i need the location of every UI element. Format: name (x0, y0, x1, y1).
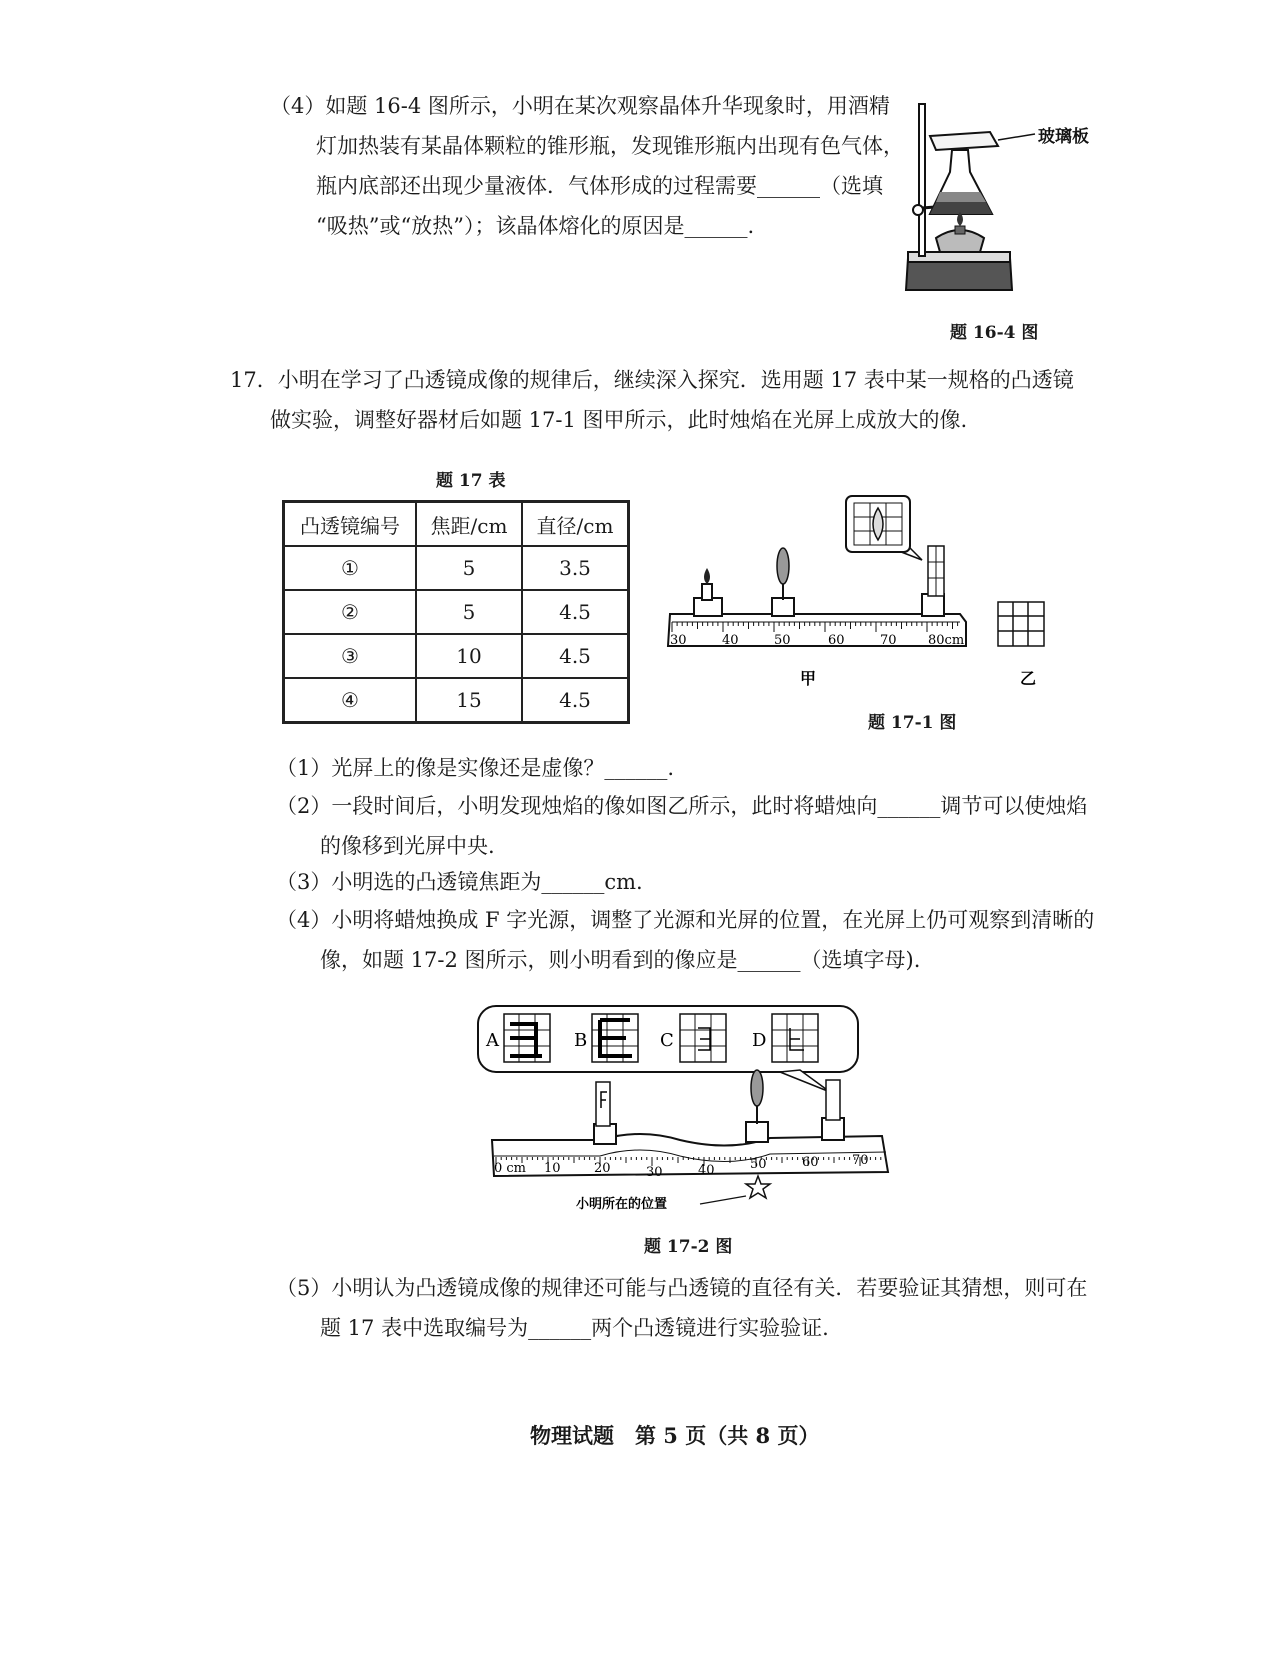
label-jia: 甲 (800, 669, 817, 688)
figure-17-1-optical-bench (660, 490, 1080, 690)
q16-4-line-2: 灯加热装有某晶体颗粒的锥形瓶，发现锥形瓶内出现有色气体， (316, 134, 904, 158)
table-cell: 15 (416, 678, 522, 723)
optical-bench (668, 614, 966, 646)
q16-4-line-4: “吸热”或“放热”）；该晶体熔化的原因是______. (316, 214, 755, 238)
figure-17-1-caption: 题 17-1 图 (868, 713, 957, 733)
table-17-caption: 题 17 表 (436, 471, 506, 491)
option-letter: B (574, 1030, 588, 1051)
q17-sub-5-line-1: （5）小明认为凸透镜成像的规律还可能与凸透镜的直径有关．若要验证其猜想，则可在 (276, 1276, 1088, 1300)
q17-sub-2-line-2: 的像移到光屏中央. (320, 834, 495, 858)
q16-4-line-1: （4）如题 16-4 图所示，小明在某次观察晶体升华现象时，用酒精 (270, 94, 890, 118)
table-row (284, 634, 629, 678)
table-cell: 4.5 (522, 634, 629, 678)
q17-sub-5-line-2: 题 17 表中选取编号为______两个凸透镜进行实验验证. (320, 1316, 829, 1340)
table-row (284, 546, 629, 590)
tick-label: 20 (594, 1161, 611, 1176)
position-label: 小明所在的位置 (576, 1197, 668, 1210)
table-header-row (284, 502, 629, 547)
q17-sub-4-line-2: 像，如题 17-2 图所示，则小明看到的像应是______（选填字母). (320, 948, 921, 972)
tick-label: 0 cm (494, 1161, 527, 1176)
tick-label: 40 (722, 633, 739, 648)
table-header-cell: 凸透镜编号 (284, 502, 417, 547)
glass-plate-label: 玻璃板 (1038, 127, 1089, 147)
stand-rod (919, 104, 925, 256)
table-header-cell: 焦距/cm (416, 502, 522, 547)
table-cell: 10 (416, 634, 522, 678)
q17-sub-2 (276, 786, 1116, 866)
tick-label: 30 (646, 1165, 663, 1180)
table-cell: ② (284, 590, 417, 634)
q17-sub-4-line-1: （4）小明将蜡烛换成 F 字光源，调整了光源和光屏的位置，在光屏上仍可观察到清晰的 (276, 908, 1095, 932)
figure-17-2-caption: 题 17-2 图 (644, 1237, 733, 1257)
star-icon (746, 1176, 770, 1198)
candle-flame (704, 568, 710, 584)
q17-intro (230, 360, 1110, 440)
table-cell: 5 (416, 546, 522, 590)
table-cell: ① (284, 546, 417, 590)
candle (702, 584, 712, 600)
q16-4-text (270, 86, 930, 246)
option-letter: D (752, 1030, 767, 1051)
tick-label: 10 (544, 1161, 561, 1176)
table-row (284, 678, 629, 723)
lens-spec-table (282, 500, 630, 724)
option-letter: C (660, 1030, 674, 1051)
label-yi: 乙 (1020, 669, 1037, 688)
glass-plate (930, 132, 998, 150)
table-header-cell: 直径/cm (522, 502, 629, 547)
q17-sub-1: （1）光屏上的像是实像还是虚像？______. (276, 756, 675, 780)
table-cell: 5 (416, 590, 522, 634)
q17-sub-2-line-1: （2）一段时间后，小明发现烛焰的像如图乙所示，此时将蜡烛向______调节可以使烛焰 (276, 794, 1088, 818)
convex-lens-2 (751, 1070, 763, 1106)
q17-sub-5 (276, 1268, 1116, 1348)
option-letter: A (486, 1030, 499, 1051)
q16-4-line-3: 瓶内底部还出现少量液体．气体形成的过程需要______（选填 (316, 174, 883, 198)
table-cell: 4.5 (522, 590, 629, 634)
tick-label: 60 (802, 1155, 819, 1170)
figure-17-2-optical-bench (470, 1000, 910, 1210)
tick-label: 50 (750, 1157, 767, 1172)
tick-label: 50 (774, 633, 791, 648)
tick-label: 40 (698, 1163, 715, 1178)
tick-label: 30 (670, 633, 687, 648)
q17-intro-line-2: 做实验，调整好器材后如题 17-1 图甲所示，此时烛焰在光屏上成放大的像. (270, 408, 968, 432)
table-cell: 4.5 (522, 678, 629, 723)
tick-label: 80cm (928, 633, 965, 648)
light-screen-2 (826, 1080, 840, 1120)
table-cell: 3.5 (522, 546, 629, 590)
page-footer: 物理试题 第 5 页（共 8 页） (530, 1423, 820, 1448)
table-cell: ④ (284, 678, 417, 723)
q17-sub-3: （3）小明选的凸透镜焦距为______cm. (276, 870, 643, 894)
tick-label: 70 (852, 1153, 869, 1168)
table-row (284, 590, 629, 634)
tick-label: 60 (828, 633, 845, 648)
tick-label: 70 (880, 633, 897, 648)
q17-sub-4 (276, 900, 1116, 980)
convex-lens (777, 548, 789, 584)
table-cell: ③ (284, 634, 417, 678)
q17-intro-line-1: 17．小明在学习了凸透镜成像的规律后，继续深入探究．选用题 17 表中某一规格的凸透镜 (230, 368, 1074, 392)
f-light-source (596, 1082, 610, 1126)
screen-grid-yi (998, 602, 1044, 646)
figure-16-4-caption: 题 16-4 图 (950, 323, 1039, 343)
figure-16-4-apparatus (900, 90, 1100, 300)
